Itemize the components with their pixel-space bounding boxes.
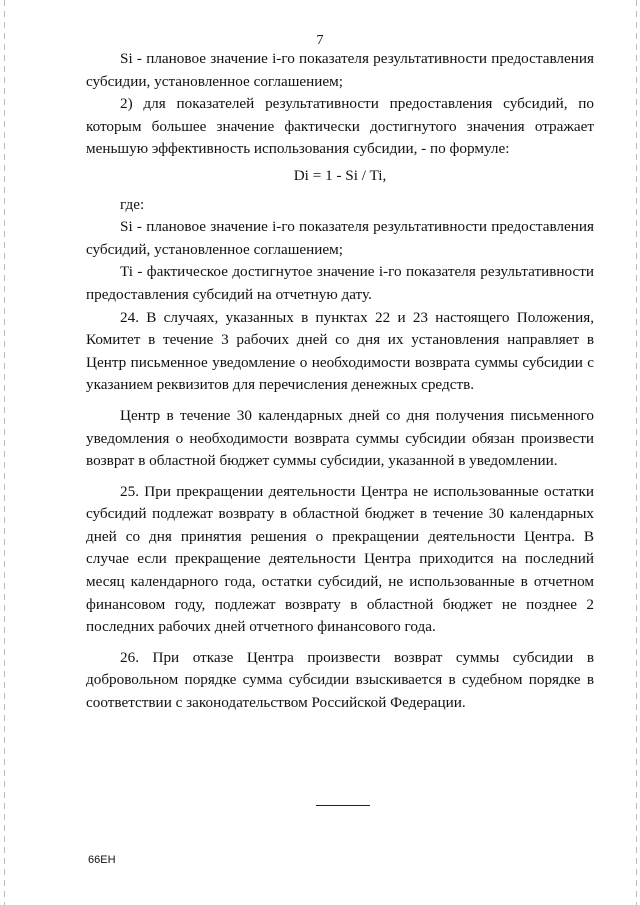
- paragraph-ti-definition: Ti - фактическое достигнутое значение i-го показателя результативности предоставления субсидий на отчетную дату.: [86, 263, 594, 303]
- formula: Di = 1 - Si / Ti,: [293, 166, 387, 184]
- paragraph-si-definition-1: Si - плановое значение i-го показателя результативности предоставления субсидии, установленное соглашением;: [86, 50, 594, 90]
- closing-rule: [316, 805, 370, 806]
- footer-code: 66ЕН: [88, 854, 116, 866]
- paragraph-26: 26. При отказе Центра произвести возврат суммы субсидии в добровольном порядке сумма субсидии взыскивается в судебном порядке в соответствии с законодательством Российской Федерации.: [86, 648, 594, 712]
- document-body: [86, 48, 594, 715]
- paragraph-si-definition-2: Si - плановое значение i-го показателя результативности предоставления субсидий, установленное соглашением;: [86, 218, 594, 258]
- paragraph-center-obligation: Центр в течение 30 календарных дней со дня получения письменного уведомления о необходимости возврата суммы субсидии обязан произвести возврат в областной бюджет суммы субсидии, указанной в уведомлении.: [86, 406, 594, 470]
- paragraph-24: 24. В случаях, указанных в пунктах 22 и 23 настоящего Положения, Комитет в течение 3 рабочих дней со дня их установления направляет в Центр письменное уведомление о необходимости возврата суммы субсидии с указанием реквизитов для перечисления денежных средств.: [86, 308, 594, 394]
- paragraph-where: где:: [120, 195, 145, 213]
- scan-edge-left: [4, 0, 5, 905]
- page-number: 7: [316, 33, 324, 48]
- paragraph-25: 25. При прекращении деятельности Центра не использованные остатки субсидий подлежат возврату в областной бюджет в течение 30 календарных дней со дня принятия решения о прекращении деятельности Центра. В случае если прекращение деятельности Центра приходится на последний месяц календарного года, остатки субсидий, не использованные в отчетном финансовом году, подлежат возврату в областной бюджет не позднее 2 последних рабочих дней отчетного финансового года.: [86, 482, 594, 636]
- scan-edge-right: [636, 0, 637, 905]
- paragraph-formula-intro: 2) для показателей результативности предоставления субсидий, по которым большее значение фактически достигнутого значения отражает меньшую эффективность использования субсидии, - по формуле:: [86, 95, 594, 158]
